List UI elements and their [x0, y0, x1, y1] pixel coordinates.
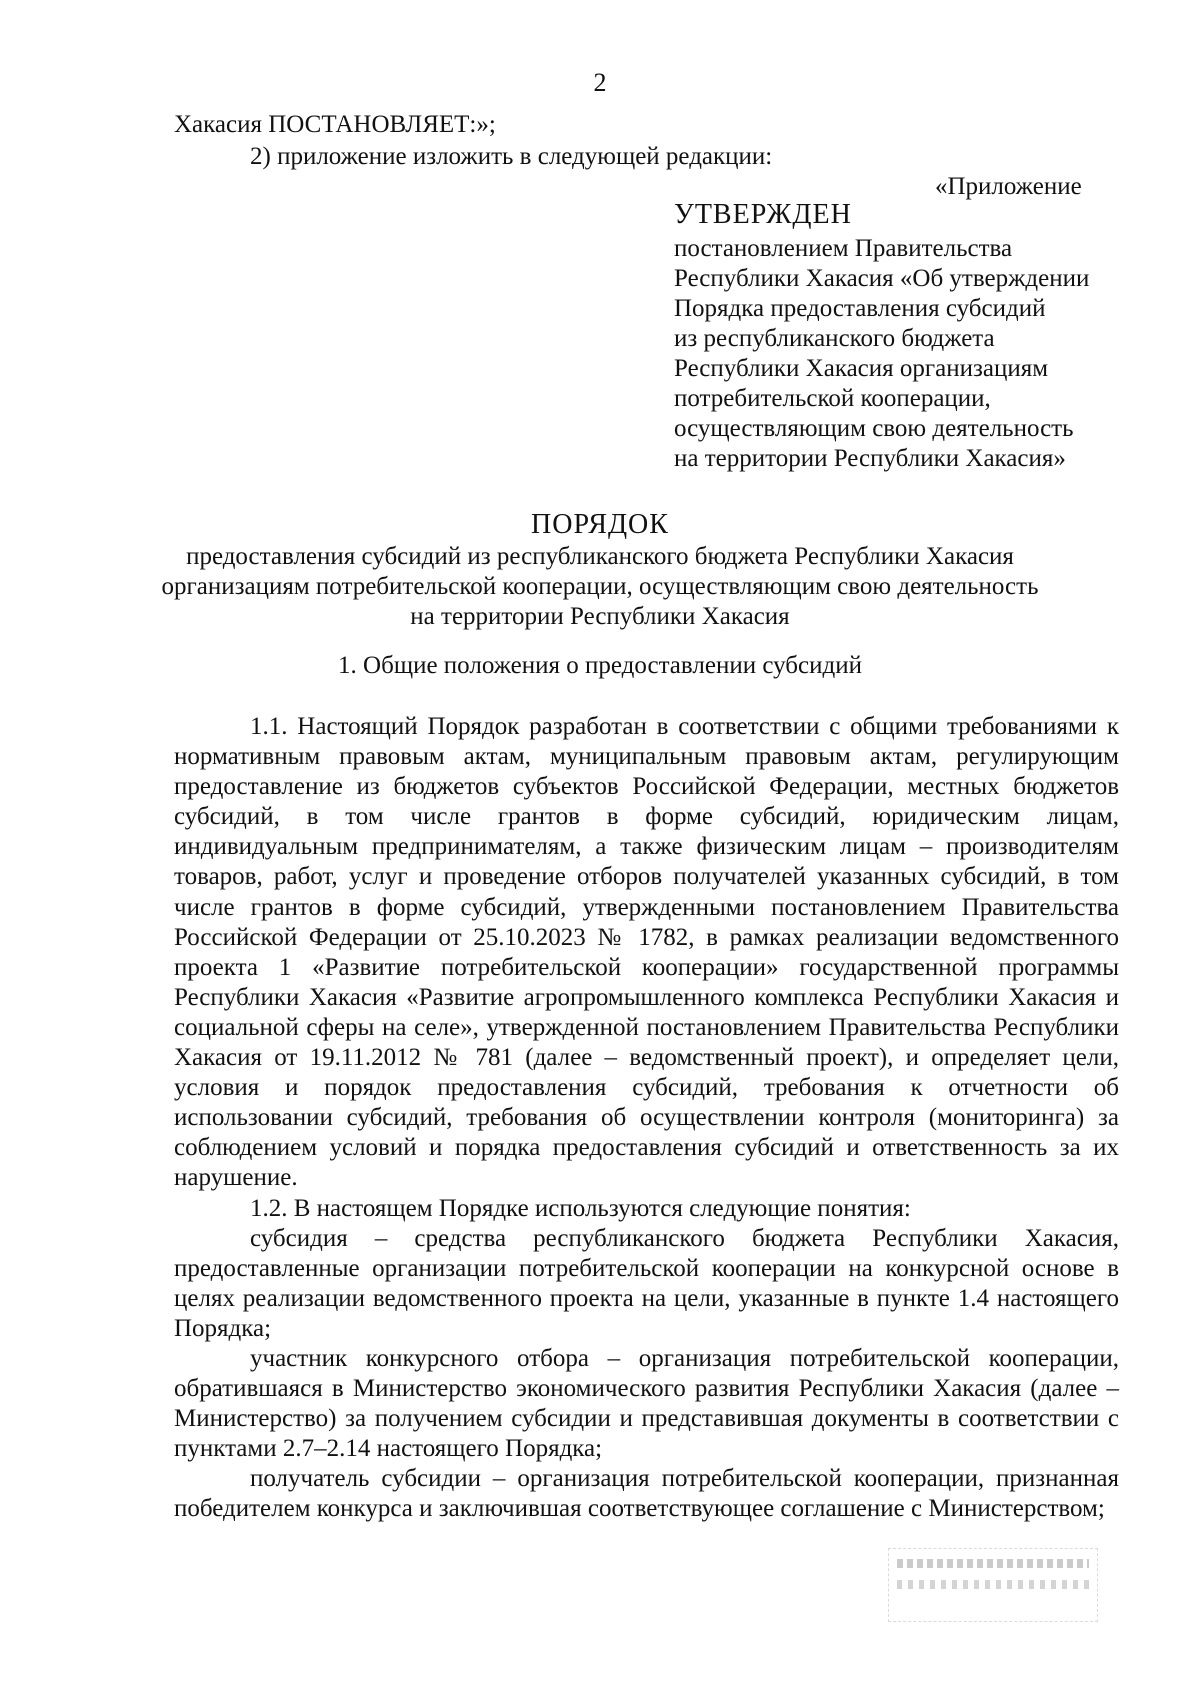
approval-block [674, 200, 1134, 474]
paragraph: участник конкурсного отбора – организация потребительской кооперации, обратившаяся в Министерство экономического развития Республики Хакасия (далее – Министерство) за получением субсидии и представившая документы в соответствии с пунктами 2.7–2.14 настоящего Порядка; [174, 1344, 1119, 1463]
approval-line: Порядка предоставления субсидий [674, 295, 1046, 322]
approval-line: Республики Хакасия организациям [674, 355, 1049, 382]
header-line-1: Хакасия ПОСТАНОВЛЯЕТ:»; [174, 111, 496, 138]
document-title: ПОРЯДОК [531, 509, 669, 540]
approval-line: на территории Республики Хакасия» [674, 445, 1066, 472]
document-title-block [0, 508, 1200, 632]
paragraph: получатель субсидии – организация потребительской кооперации, признанная победителем конкурса и заключившая соответствующее соглашение с Министерством; [174, 1465, 1119, 1523]
approval-line: из республиканского бюджета [674, 325, 995, 352]
section-heading: 1. Общие положения о предоставлении субсидий [338, 652, 862, 679]
paragraph: 1.2. В настоящем Порядке используются следующие понятия: [250, 1194, 911, 1222]
document-subtitle-line: организациям потребительской кооперации, осуществляющим свою деятельность [161, 573, 1039, 600]
document-subtitle-line: предоставления субсидий из республиканского бюджета Республики Хакасия [186, 543, 1014, 570]
approval-line: постановлением Правительства [674, 235, 1013, 262]
document-body [174, 712, 1119, 1525]
page-number: 2 [593, 68, 607, 97]
header-line-2: 2) приложение изложить в следующей редакции: [250, 143, 773, 170]
faded-stamp [888, 1548, 1098, 1622]
appendix-label: «Приложение [935, 173, 1082, 200]
approval-line: осуществляющим свою деятельность [674, 415, 1074, 442]
document-subtitle-line: на территории Республики Хакасия [410, 603, 790, 630]
approval-heading: УТВЕРЖДЕН [674, 199, 852, 230]
approval-line: потребительской кооперации, [674, 385, 991, 412]
paragraph: 1.1. Настоящий Порядок разработан в соответствии с общими требованиями к нормативным правовым актам, муниципальным правовым актам, регулирующим предоставление из бюджетов субъектов Российской Федерации, местных бюджетов субсидий, в том числе грантов в форме субсидий, юридическим лицам, индивидуальным предпринимателям, а также физическим лицам – производителям товаров, работ, услуг и проведение отборов получателей указанных субсидий, в том числе грантов в форме субсидий, утвержденными постановлением Правительства Российской Федерации от 25.10.2023 № 1782, в рамках реализации ведомственного проекта 1 «Развитие потребительской кооперации» государственной программы Республики Хакасия «Развитие агропромышленного комплекса Республики Хакасия и социальной сферы на селе», утвержденной постановлением Правительства Республики Хакасия от 19.11.2012 № 781 (далее – ведомственный проект), и определяет цели, условия и порядок предоставления субсидий, требования к отчетности об использовании субсидий, требования об осуществлении контроля (мониторинга) за соблюдением условий и порядка предоставления субсидий и ответственность за их нарушение. [174, 713, 1119, 1192]
paragraph: субсидия – средства республиканского бюджета Республики Хакасия, предоставленные организации потребительской кооперации на конкурсной основе в целях реализации ведомственного проекта на цели, указанные в пункте 1.4 настоящего Порядка; [174, 1224, 1119, 1342]
approval-line: Республики Хакасия «Об утверждении [674, 265, 1090, 292]
